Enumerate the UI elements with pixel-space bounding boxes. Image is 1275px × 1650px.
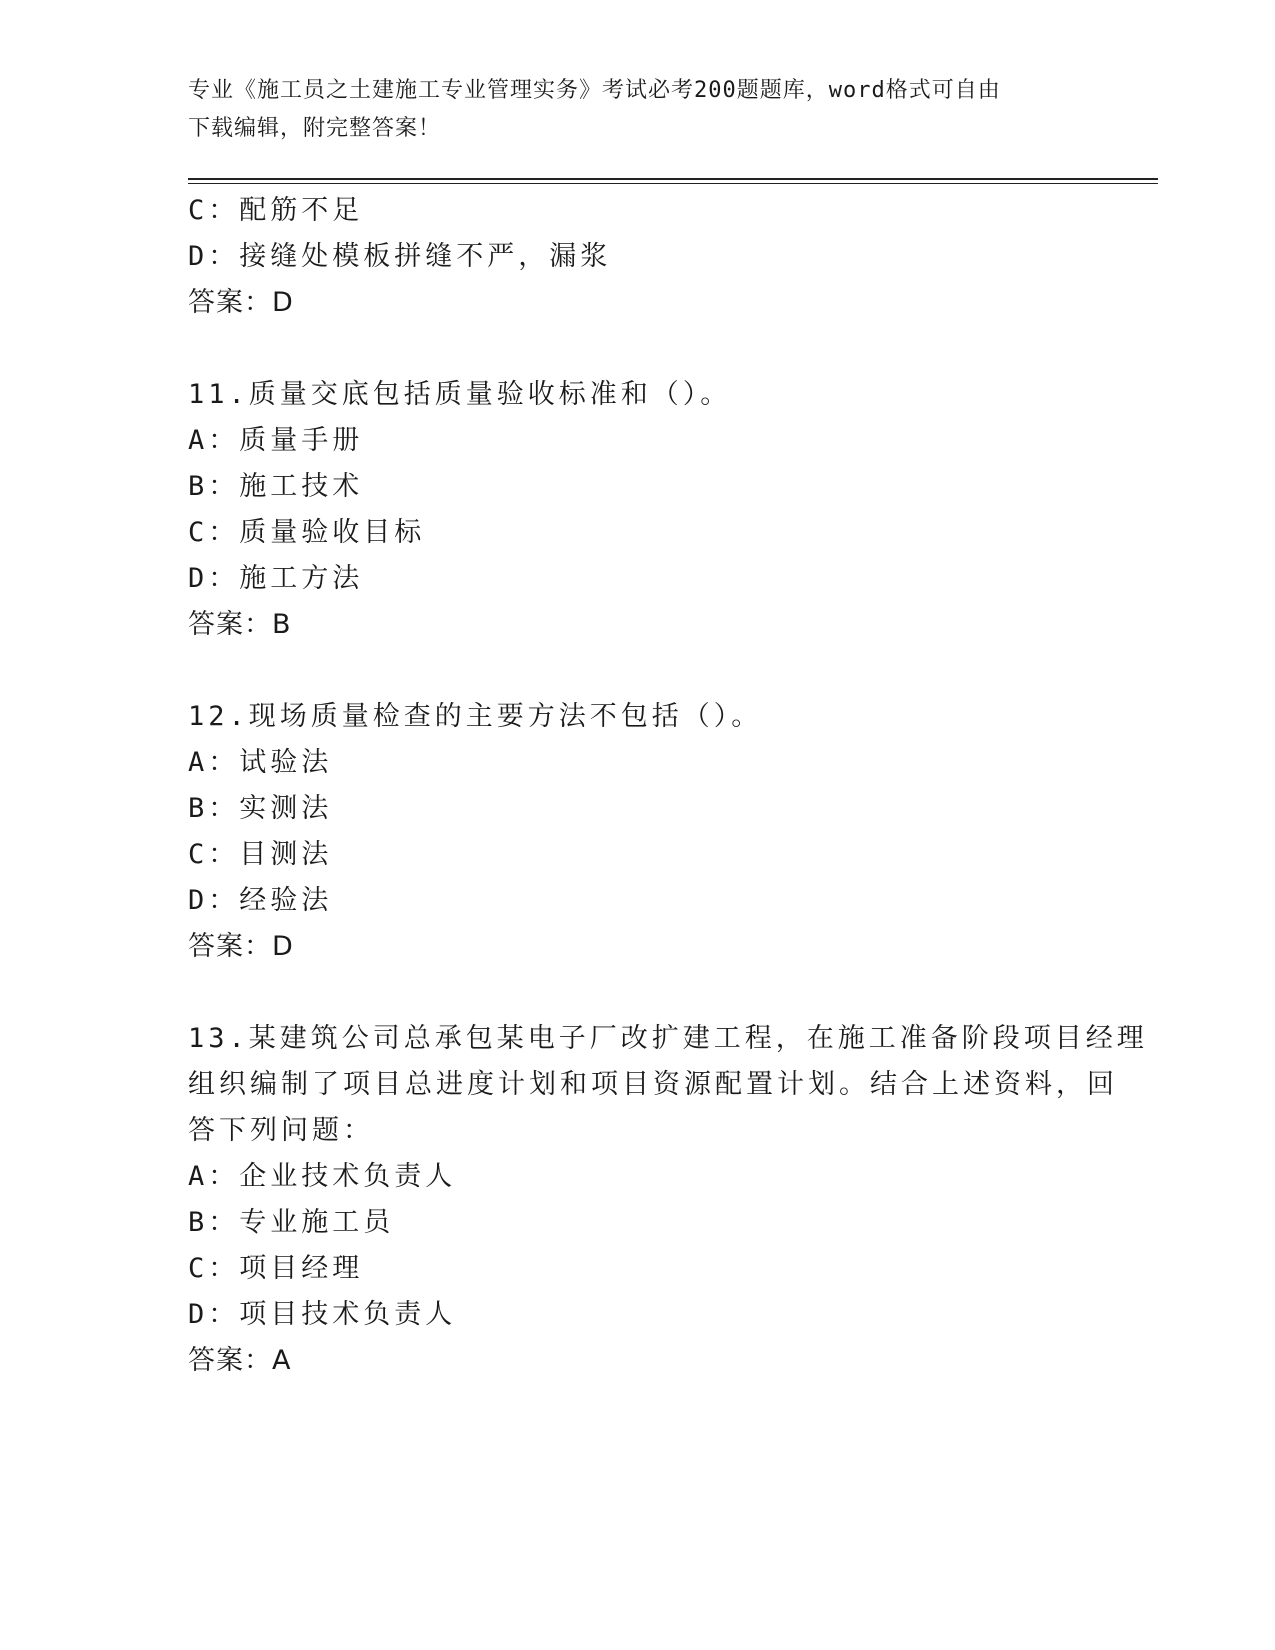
spacer (188, 326, 1088, 372)
question-block-13 (188, 1016, 1148, 1384)
answer-line: 答案：B (188, 609, 292, 640)
header-divider-thin (188, 183, 1158, 184)
question-block-11 (188, 372, 1088, 648)
question-text-line-3: 答下列问题： (188, 1115, 374, 1146)
question-text-line-1: 13.某建筑公司总承包某电子厂改扩建工程，在施工准备阶段项目经理 (188, 1023, 1148, 1054)
option-d: D：接缝处模板拼缝不严，漏浆 (188, 241, 612, 272)
document-header (188, 72, 1088, 148)
spacer (188, 970, 1088, 1016)
answer-line: 答案：D (188, 287, 294, 318)
option-a: A：企业技术负责人 (188, 1161, 457, 1192)
question-content (188, 188, 1148, 1384)
header-line-1: 专业《施工员之土建施工专业管理实务》考试必考200题题库，word格式可自由 (188, 78, 1001, 103)
question-text-line-2: 组织编制了项目总进度计划和项目资源配置计划。结合上述资料，回 (188, 1069, 1118, 1100)
option-b: B：专业施工员 (188, 1207, 395, 1238)
question-block-12 (188, 694, 1088, 970)
question-text: 12.现场质量检查的主要方法不包括（）。 (188, 701, 763, 732)
option-b: B：实测法 (188, 793, 333, 824)
header-divider-thick (188, 178, 1158, 180)
header-line-2: 下载编辑，附完整答案！ (188, 116, 442, 141)
option-d: D：项目技术负责人 (188, 1299, 457, 1330)
option-b: B：施工技术 (188, 471, 364, 502)
option-d: D：施工方法 (188, 563, 364, 594)
spacer (188, 648, 1088, 694)
option-c: C：目测法 (188, 839, 333, 870)
question-block-10 (188, 188, 1088, 326)
option-c: C：质量验收目标 (188, 517, 426, 548)
option-a: A：质量手册 (188, 425, 364, 456)
option-c: C：配筋不足 (188, 195, 364, 226)
option-c: C：项目经理 (188, 1253, 364, 1284)
answer-line: 答案：A (188, 1345, 292, 1376)
question-text: 11.质量交底包括质量验收标准和（）。 (188, 379, 732, 410)
answer-line: 答案：D (188, 931, 294, 962)
option-a: A：试验法 (188, 747, 333, 778)
option-d: D：经验法 (188, 885, 333, 916)
